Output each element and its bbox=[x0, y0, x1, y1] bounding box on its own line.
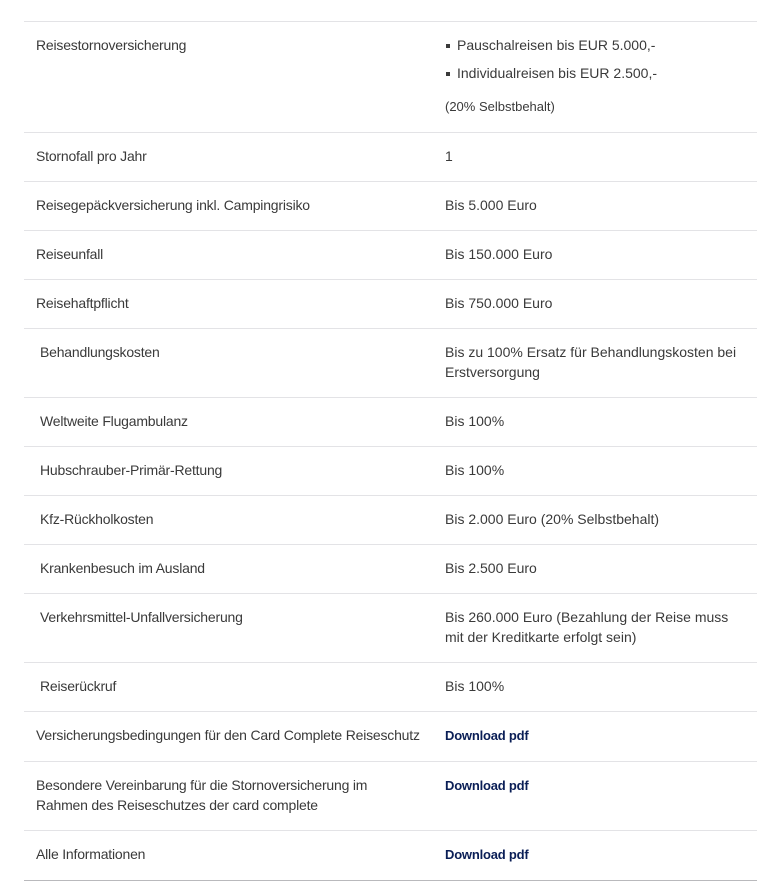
row-label: Behandlungskosten bbox=[40, 344, 160, 360]
table-row-kfz-rueckholkosten bbox=[24, 496, 757, 545]
table-row-reiserueckruf bbox=[24, 663, 757, 712]
row-label: Kfz-Rückholkosten bbox=[40, 511, 154, 527]
row-value: Bis 2.500 Euro bbox=[445, 560, 537, 576]
row-label: Stornofall pro Jahr bbox=[36, 148, 147, 164]
row-value: Bis 150.000 Euro bbox=[445, 246, 553, 262]
table-row-reisestornoversicherung bbox=[24, 22, 757, 133]
table-row-reisehaftpflicht bbox=[24, 280, 757, 329]
row-value bbox=[433, 762, 757, 830]
table-row-reisegepaeck bbox=[24, 182, 757, 231]
row-label: Versicherungsbedingungen für den Card Complete Reiseschutz bbox=[36, 727, 420, 743]
table-row-flugambulanz bbox=[24, 398, 757, 447]
download-pdf-link[interactable]: Download pdf bbox=[445, 847, 529, 862]
row-label: Reiseunfall bbox=[36, 246, 104, 262]
row-value: 1 bbox=[445, 148, 453, 164]
row-label: Besondere Vereinbarung für die Stornoversicherung im Rahmen des Reiseschutzes der card complete bbox=[36, 777, 368, 813]
row-label: Krankenbesuch im Ausland bbox=[40, 560, 205, 576]
row-value bbox=[433, 831, 757, 880]
row-label: Reiserückruf bbox=[40, 678, 117, 694]
row-value: Bis 100% bbox=[445, 413, 505, 429]
row-value: Bis 260.000 Euro (Bezahlung der Reise muss mit der Kreditkarte erfolgt sein) bbox=[445, 609, 729, 645]
row-label: Hubschrauber-Primär-Rettung bbox=[40, 462, 223, 478]
bullet-icon bbox=[446, 72, 450, 76]
row-value: Bis 100% bbox=[445, 462, 505, 478]
row-label: Alle Informationen bbox=[36, 846, 146, 862]
table-row-hubschrauber bbox=[24, 447, 757, 496]
table-row-versicherungsbedingungen bbox=[24, 712, 757, 762]
row-label: Verkehrsmittel-Unfallversicherung bbox=[40, 609, 243, 625]
row-value bbox=[433, 22, 757, 132]
row-value: Bis 2.000 Euro (20% Selbstbehalt) bbox=[445, 511, 660, 527]
row-value bbox=[433, 712, 757, 761]
table-row-verkehrsmittel bbox=[24, 594, 757, 663]
table-row-reiseunfall bbox=[24, 231, 757, 280]
list-item bbox=[445, 63, 745, 83]
row-label: Reisestornoversicherung bbox=[36, 37, 187, 53]
row-label: Reisehaftpflicht bbox=[36, 295, 129, 311]
row-label: Weltweite Flugambulanz bbox=[40, 413, 188, 429]
bullet-icon bbox=[446, 44, 450, 48]
table-row-stornofall bbox=[24, 133, 757, 182]
list-item bbox=[445, 35, 745, 55]
table-row-behandlungskosten bbox=[24, 329, 757, 398]
table-row-krankenbesuch bbox=[24, 545, 757, 594]
row-value: Bis 5.000 Euro bbox=[445, 197, 537, 213]
table-row-besondere-vereinbarung bbox=[24, 762, 757, 831]
deductible-note: (20% Selbstbehalt) bbox=[445, 99, 555, 114]
insurance-benefits-table bbox=[24, 21, 757, 881]
bullet-list bbox=[445, 35, 745, 83]
list-item-text: Individualreisen bis EUR 2.500,- bbox=[457, 65, 657, 81]
download-pdf-link[interactable]: Download pdf bbox=[445, 778, 529, 793]
table-row-alle-informationen bbox=[24, 831, 757, 881]
row-value: Bis 100% bbox=[445, 678, 505, 694]
row-label: Reisegepäckversicherung inkl. Campingrisiko bbox=[36, 197, 310, 213]
row-value: Bis 750.000 Euro bbox=[445, 295, 553, 311]
download-pdf-link[interactable]: Download pdf bbox=[445, 728, 529, 743]
list-item-text: Pauschalreisen bis EUR 5.000,- bbox=[457, 37, 656, 53]
row-value: Bis zu 100% Ersatz für Behandlungskosten bei Erstversorgung bbox=[445, 344, 737, 380]
